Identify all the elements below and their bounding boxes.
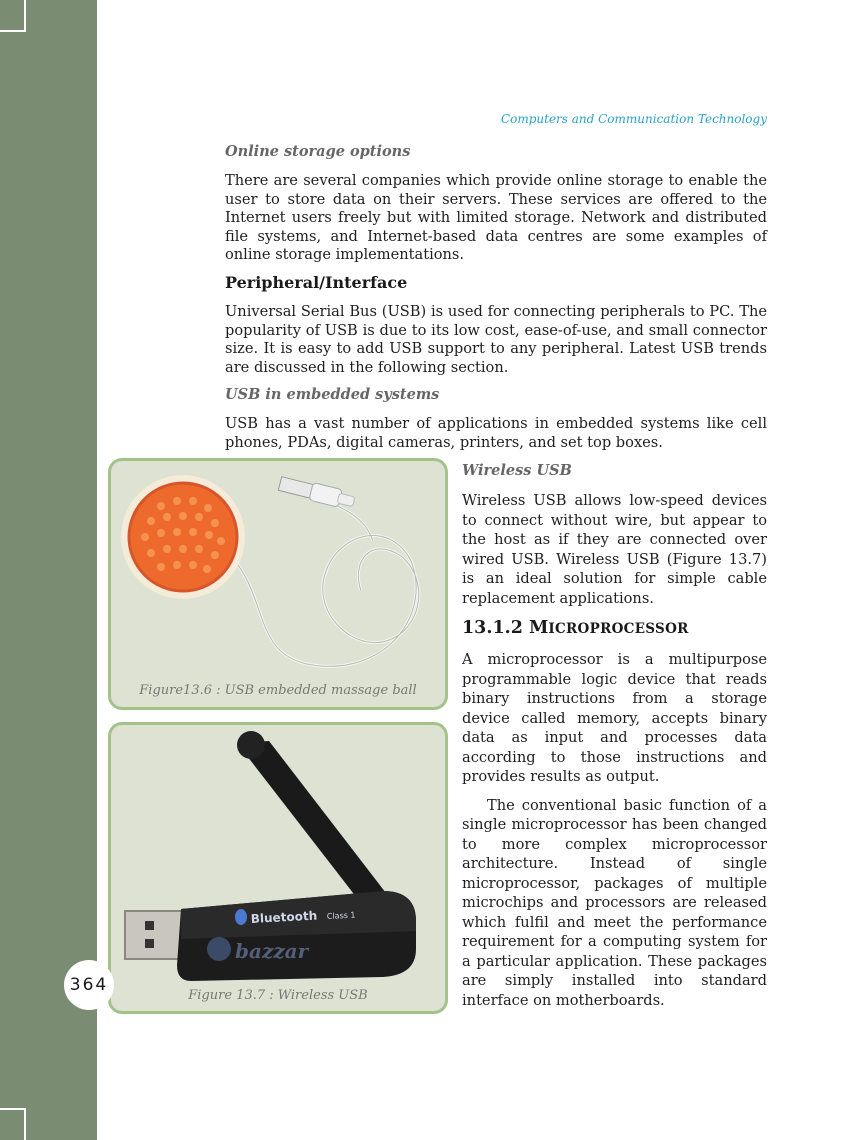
usb-embedded-body <box>225 415 767 452</box>
microprocessor-body <box>462 650 767 1010</box>
section-title-rest: ICROPROCESSOR <box>548 621 689 637</box>
wireless-usb-paragraph: Wireless USB allows low-speed devices to connect without wire, but appear to the host as if they are connected over wired USB. Wireless USB (Figure 13.7) is an ideal solution for simple cable replacement applications. <box>462 492 767 607</box>
microprocessor-paragraph-2: The conventional basic function of a single microprocessor has been changed to more complex microprocessor architecture. Instead of single microprocessor, packages of multiple microchips and processors are released which fulfil and meet the performance requirement for a computing system for a particular application. These packages are simply installed into standard interface on motherboards. <box>462 796 767 1009</box>
peripheral-paragraph: Universal Serial Bus (USB) is used for connecting peripherals to PC. The popularity of USB is due to its low cost, ease-of-use, and small connector size. It is easy to add USB support to any peripheral. Latest USB trends are discussed in the following section. <box>225 303 767 376</box>
wireless-usb-illustration <box>111 725 445 1011</box>
online-storage-heading: Online storage options <box>225 143 411 160</box>
bluetooth-class-label: Class 1 <box>326 910 356 921</box>
crop-mark-top <box>0 0 26 32</box>
online-storage-paragraph: There are several companies which provide online storage to enable the user to store data on their servers. These services are offered to the Internet users freely but with limited storage. Network and distributed file systems, and Internet-based data centres are some examples of online storage implementations. <box>225 172 767 263</box>
usb-embedded-paragraph: USB has a vast number of applications in embedded systems like cell phones, PDAs, digital cameras, printers, and set top boxes. <box>225 415 767 451</box>
peripheral-heading: Peripheral/Interface <box>225 273 408 292</box>
bluetooth-logo: Bluetooth <box>250 908 318 926</box>
section-number: 13.1.2 <box>462 618 523 638</box>
figure-13-6-caption: Figure13.6 : USB embedded massage ball <box>139 683 417 698</box>
wireless-usb-heading: Wireless USB <box>462 462 572 479</box>
page-number: 364 <box>64 960 114 1010</box>
section-title-initial: M <box>529 618 549 638</box>
figure-13-7-caption: Figure 13.7 : Wireless USB <box>188 988 368 1003</box>
crop-mark-bottom <box>0 1108 26 1140</box>
usb-embedded-heading: USB in embedded systems <box>225 386 440 403</box>
online-storage-body <box>225 172 767 265</box>
peripheral-body <box>225 303 767 377</box>
microprocessor-paragraph-1: A microprocessor is a multipurpose programmable logic device that reads binary instructions from a storage device called memory, accepts binary data as input and processes data according to those instructions and provides results as output. <box>462 651 767 785</box>
wireless-usb-body <box>462 491 767 608</box>
running-head: Computers and Communication Technology <box>500 112 767 126</box>
figure-massage-ball <box>108 458 448 710</box>
figure-wireless-usb <box>108 722 448 1014</box>
massage-ball-illustration <box>111 461 445 707</box>
brand-logo: bazzar <box>235 939 309 963</box>
microprocessor-section-title <box>462 618 689 638</box>
